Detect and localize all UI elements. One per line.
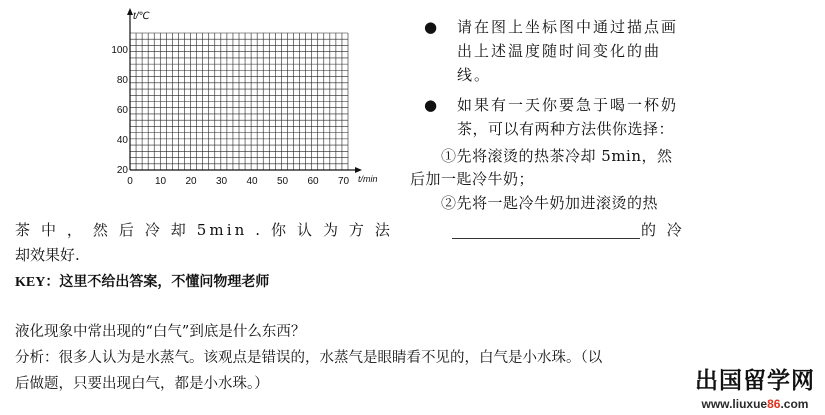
bullet-icon: ● xyxy=(424,18,438,36)
x-tick-label: 20 xyxy=(185,176,197,187)
watermark-url-highlight: 86 xyxy=(767,397,781,411)
x-tick-labels xyxy=(127,176,349,187)
y-axis-label: t/℃ xyxy=(133,11,150,22)
graph-grid xyxy=(130,33,348,170)
item2-line2: 茶，可以有两种方法供你选择： xyxy=(457,120,675,138)
site-watermark xyxy=(690,362,820,411)
x-tick-label: 40 xyxy=(246,176,258,187)
item1-line3: 线。 xyxy=(457,66,492,84)
question-line2: 却效果好. xyxy=(15,246,80,264)
x-tick-label: 60 xyxy=(307,176,319,187)
bullet-icon: ● xyxy=(424,96,438,114)
temperature-time-graph xyxy=(110,4,378,194)
method1-line1: ①先将滚烫的热茶冷却 5min，然 xyxy=(441,147,673,165)
key-note: KEY：这里不给出答案，不懂问物理老师 xyxy=(15,275,270,290)
x-tick-label: 50 xyxy=(276,176,289,187)
watermark-url xyxy=(690,397,820,411)
answer-blank xyxy=(452,238,640,239)
question-line1: 茶 中 ， 然 后 冷 却 5min . 你 认 为 方 法 xyxy=(15,221,393,239)
y-tick-label: 80 xyxy=(116,75,128,86)
x-tick-label: 30 xyxy=(215,176,228,187)
x-tick-label: 0 xyxy=(127,176,133,187)
method2-line1: ②先将一匙冷牛奶加进滚烫的热 xyxy=(441,194,659,212)
watermark-url-suffix: .com xyxy=(780,397,809,411)
question-line1-end: 的 冷 xyxy=(641,221,685,239)
x-axis-label: t/min xyxy=(358,174,378,184)
y-tick-label: 100 xyxy=(111,45,128,56)
y-tick-label: 40 xyxy=(116,135,128,146)
method1-line2: 后加一匙冷牛奶； xyxy=(410,170,535,188)
watermark-url-prefix: www.liuxue xyxy=(701,397,768,411)
item2-line1: 如果有一天你要急于喝一杯奶 xyxy=(457,96,679,114)
y-tick-label: 20 xyxy=(116,165,128,176)
liquefaction-question: 液化现象中常出现的“白气”到底是什么东西？ xyxy=(15,324,306,340)
item1-line2: 出上述温度随时间变化的曲 xyxy=(457,42,662,60)
watermark-name: 出国留学网 xyxy=(695,368,815,394)
item1-line1: 请在图上坐标图中通过描点画 xyxy=(457,18,679,36)
y-tick-labels xyxy=(111,45,128,176)
y-tick-label: 60 xyxy=(116,105,128,116)
analysis-line2: 后做题，只要出现白气，都是小水珠。） xyxy=(15,376,269,392)
x-tick-label: 10 xyxy=(154,176,167,187)
analysis-line1: 分析：很多人认为是水蒸气。该观点是错误的，水蒸气是眼睛看不见的，白气是小水珠。（以 xyxy=(15,350,603,366)
x-tick-label: 70 xyxy=(337,176,350,187)
